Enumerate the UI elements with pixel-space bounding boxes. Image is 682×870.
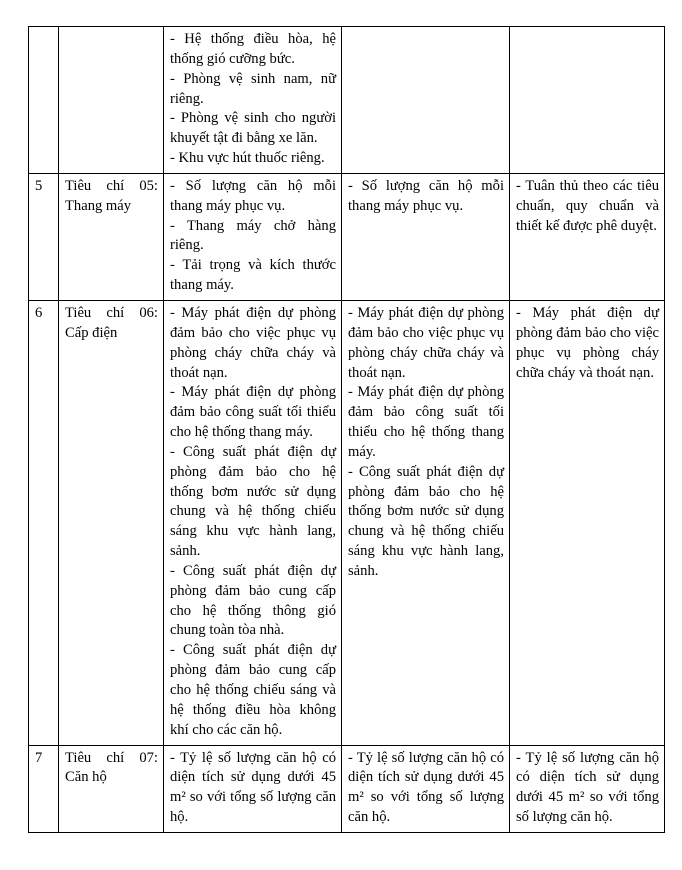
criterion-cell xyxy=(59,27,164,174)
list-item: - Khu vực hút thuốc riêng. xyxy=(170,150,325,167)
list-item: - Công suất phát điện dự phòng đảm bảo cho hệ thống bơm nước sử dụng chung và hệ thống chiếu sáng khu vực hành lang, sảnh. xyxy=(348,463,504,579)
list-item: - Công suất phát điện dự phòng đảm bảo cung cấp cho hệ thống chiếu sáng và hệ thống điều hòa không khí cho các căn hộ. xyxy=(170,642,336,738)
row-number-cell xyxy=(29,173,59,300)
list-item: - Phòng vệ sinh cho người khuyết tật đi bằng xe lăn. xyxy=(170,110,336,147)
row-number: 7 xyxy=(35,749,43,766)
table-row xyxy=(29,27,665,174)
list-item: - Số lượng căn hộ mỗi thang máy phục vụ. xyxy=(348,177,504,214)
list-item: - Thang máy chở hàng riêng. xyxy=(170,217,336,254)
column-c-cell xyxy=(510,745,665,832)
column-a-cell xyxy=(164,27,342,174)
row-number: 5 xyxy=(35,177,43,194)
list-item: - Công suất phát điện dự phòng đảm bảo cung cấp cho hệ thống thông gió chung toàn tòa nhà. xyxy=(170,562,336,639)
criterion-cell xyxy=(59,173,164,300)
criterion-label: Tiêu chí 07: Căn hộ xyxy=(65,749,158,786)
column-b-cell xyxy=(342,745,510,832)
column-c-cell xyxy=(510,300,665,745)
criterion-label: Tiêu chí 06: Cấp điện xyxy=(65,304,158,341)
list-item: - Máy phát điện dự phòng đảm bảo cho việc phục vụ phòng cháy chữa cháy và thoát nạn. xyxy=(348,304,504,381)
table-row xyxy=(29,300,665,745)
table-body xyxy=(29,27,665,833)
list-item: - Tải trọng và kích thước thang máy. xyxy=(170,257,336,294)
list-item: - Công suất phát điện dự phòng đảm bảo cho hệ thống bơm nước sử dụng chung và hệ thống chiếu sáng khu vực hành lang, sảnh. xyxy=(170,443,336,560)
column-c-cell xyxy=(510,173,665,300)
list-item: - Phòng vệ sinh nam, nữ riêng. xyxy=(170,70,336,107)
column-a-cell xyxy=(164,173,342,300)
list-item: - Tuân thủ theo các tiêu chuẩn, quy chuẩn và thiết kế được phê duyệt. xyxy=(516,177,659,234)
list-item: - Hệ thống điều hòa, hệ thống gió cưỡng bức. xyxy=(170,31,336,67)
list-item: - Máy phát điện dự phòng đảm bảo cho việc phục vụ phòng cháy chữa cháy và thoát nạn. xyxy=(516,304,659,381)
list-item: - Máy phát điện dự phòng đảm bảo cho việc phục vụ phòng cháy chữa cháy và thoát nạn. xyxy=(170,304,336,381)
column-b-cell xyxy=(342,173,510,300)
list-item: - Tỷ lệ số lượng căn hộ có diện tích sử dụng dưới 45 m² so với tổng số lượng căn hộ. xyxy=(348,749,504,826)
column-a-cell xyxy=(164,300,342,745)
column-c-cell xyxy=(510,27,665,174)
row-number-cell xyxy=(29,745,59,832)
list-item: - Máy phát điện dự phòng đảm bảo công suất tối thiểu cho hệ thống thang máy. xyxy=(348,384,504,460)
criterion-cell xyxy=(59,300,164,745)
row-number-cell xyxy=(29,27,59,174)
list-item: - Tỷ lệ số lượng căn hộ có diện tích sử dụng dưới 45 m² so với tổng số lượng căn hộ. xyxy=(516,749,659,826)
table-row xyxy=(29,745,665,832)
column-b-cell xyxy=(342,27,510,174)
row-number: 6 xyxy=(35,304,43,321)
table-row xyxy=(29,173,665,300)
column-a-cell xyxy=(164,745,342,832)
list-item: - Số lượng căn hộ mỗi thang máy phục vụ. xyxy=(170,177,336,214)
list-item: - Tỷ lệ số lượng căn hộ có diện tích sử dụng dưới 45 m² so với tổng số lượng căn hộ. xyxy=(170,749,336,826)
row-number-cell xyxy=(29,300,59,745)
criteria-table xyxy=(28,26,665,833)
criterion-label: Tiêu chí 05: Thang máy xyxy=(65,177,158,214)
list-item: - Máy phát điện dự phòng đảm bảo công suất tối thiểu cho hệ thống thang máy. xyxy=(170,384,336,441)
column-b-cell xyxy=(342,300,510,745)
criterion-cell xyxy=(59,745,164,832)
